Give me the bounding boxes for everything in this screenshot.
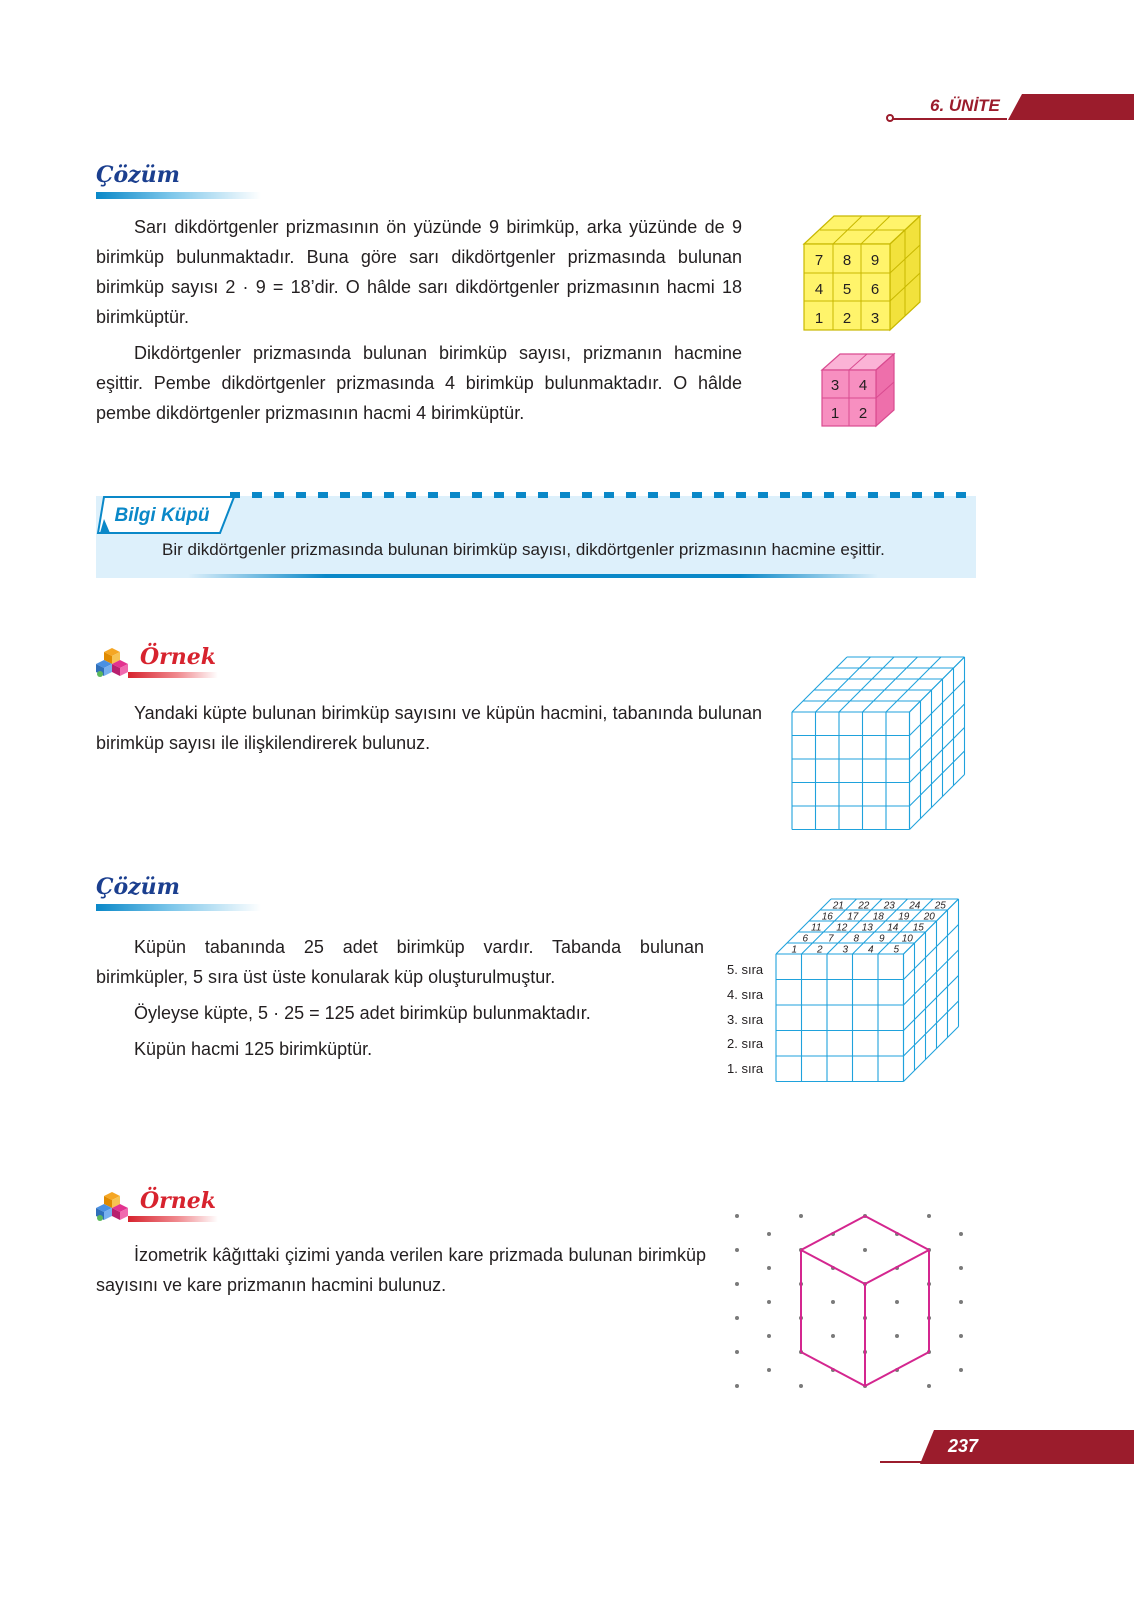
grid-dot: [735, 1384, 739, 1388]
prism-edge: [801, 1352, 865, 1386]
top-face-number: 7: [827, 933, 834, 945]
grid-dot: [767, 1300, 771, 1304]
info-badge-label: Bilgi Küpü: [114, 505, 210, 526]
pink-cell: 4: [858, 377, 868, 394]
top-face-number: 15: [912, 922, 924, 934]
pink-cell: 1: [830, 405, 840, 422]
solution1-paragraph1: Sarı dikdörtgenler prizmasının ön yüzünde 9 birimküp, arka yüzünde de 9 birimküp bulunmaktadır. Buna göre sarı dikdörtgenler prizmasında bulunan birimküp sayısı 2 · 9 = 18’dir. O hâlde sarı dikdörtgenler prizmasının hacmi 18 birimküptür.: [96, 217, 742, 327]
cube-top-line: [792, 657, 847, 712]
grid-dot: [959, 1368, 963, 1372]
solution2-paragraph3: Küpün hacmi 125 birimküptür.: [134, 1039, 373, 1059]
pink-cell: 3: [830, 377, 840, 394]
info-text: Bir dikdörtgenler prizmasında bulunan birimküp sayısı, dikdörtgenler prizmasının hacmine eşittir.: [162, 540, 885, 559]
grid-dot: [959, 1300, 963, 1304]
grid-dot: [831, 1300, 835, 1304]
top-face-number: 9: [878, 933, 885, 945]
top-face-number: 25: [934, 900, 946, 912]
yellow-cell: 5: [842, 281, 852, 298]
top-face-number: 10: [901, 933, 913, 945]
top-face-number: 16: [821, 911, 833, 923]
prism-edge: [801, 1250, 865, 1284]
unit-label: 6. ÜNİTE: [930, 96, 1000, 115]
grid-dot: [735, 1350, 739, 1354]
row-label-1: 1. sıra: [727, 1061, 764, 1076]
top-face-number: 18: [872, 911, 884, 923]
grid-dot: [767, 1368, 771, 1372]
numbered-cube: [772, 888, 972, 1086]
solution2-paragraph1: Küpün tabanında 25 adet birimküp vardır. Tabanda bulunan birimküpler, 5 sıra üst üste konularak küp oluşturulmuştur.: [96, 937, 704, 987]
row-label-3: 3. sıra: [727, 1012, 764, 1027]
yellow-cell: 3: [870, 310, 880, 327]
grid-dot: [735, 1282, 739, 1286]
row-label-2: 2. sıra: [727, 1036, 764, 1051]
example2-text: İzometrik kâğıttaki çizimi yanda verilen kare prizmada bulunan birimküp sayısını ve kare prizmanın hacmini bulunuz.: [96, 1245, 706, 1295]
grid-dot: [799, 1214, 803, 1218]
cube-top-line: [816, 657, 871, 712]
top-face-number: 24: [909, 900, 921, 912]
cube-side-line: [910, 704, 965, 759]
cube-side-line: [910, 751, 965, 806]
top-face-number: 2: [816, 944, 823, 956]
grid-dot: [767, 1334, 771, 1338]
grid-dot: [927, 1214, 931, 1218]
grid-dot: [831, 1334, 835, 1338]
top-face-number: 3: [842, 944, 849, 956]
top-face-number: 8: [853, 933, 860, 945]
pink-prism: [818, 352, 898, 430]
info-badge: [96, 495, 236, 535]
example1-text: Yandaki küpte bulunan birimküp sayısını ve küpün hacmini, tabanında bulunan birimküp sayısı ile ilişkilendirerek bulunuz.: [96, 703, 762, 753]
grid-dot: [767, 1232, 771, 1236]
yellow-cell: 8: [842, 252, 852, 269]
top-face-number: 6: [802, 933, 809, 945]
yellow-cell: 7: [814, 252, 824, 269]
yellow-cell: 6: [870, 281, 880, 298]
info-box-bottom-line: [188, 574, 878, 578]
cube-side-line: [904, 950, 959, 1005]
cubes-icon: [96, 646, 128, 678]
grid-dot: [767, 1266, 771, 1270]
isometric-drawing: [724, 1200, 974, 1400]
solution2-text: [96, 932, 704, 1064]
cube-top-line: [802, 899, 860, 954]
solution2-title: Çözüm: [96, 874, 180, 900]
grid-dot: [927, 1384, 931, 1388]
cube-side-line: [910, 657, 965, 712]
grid-dot: [735, 1248, 739, 1252]
unit-line: [892, 118, 1007, 120]
grid-dot: [959, 1232, 963, 1236]
solution2-paragraph2: Öyleyse küpte, 5 · 25 = 125 adet birimküp bulunmaktadır.: [134, 1003, 591, 1023]
top-face-number: 4: [867, 944, 874, 956]
top-face-number: 14: [887, 922, 899, 934]
example1-text-block: [96, 698, 762, 758]
top-face-number: 5: [893, 944, 900, 956]
unit-bar: [1008, 94, 1134, 120]
top-face-number: 12: [836, 922, 848, 934]
top-face-number: 20: [923, 911, 935, 923]
yellow-cell: 1: [814, 310, 824, 327]
grid-dot: [863, 1248, 867, 1252]
cube-side-line: [910, 728, 965, 783]
cube-side-line: [904, 976, 959, 1031]
yellow-prism: [800, 214, 924, 334]
cube-5x5x5: [786, 652, 970, 834]
top-face-number: 13: [861, 922, 873, 934]
grid-dot: [895, 1334, 899, 1338]
grid-dot: [735, 1316, 739, 1320]
solution1-paragraph2: Dikdörtgenler prizmasında bulunan birimküp sayısı, prizmanın hacmine eşittir. Pembe dikdörtgenler prizmasında 4 birimküp bulunmaktadır. O hâlde pembe dikdörtgenler prizmasının hacmi 4 birimküptür.: [96, 343, 742, 423]
top-face-number: 1: [791, 944, 798, 956]
example1-title: Örnek: [140, 644, 216, 670]
top-face-number: 22: [858, 900, 870, 912]
grid-dot: [959, 1334, 963, 1338]
cube-side-line: [904, 1001, 959, 1056]
grid-dot: [799, 1384, 803, 1388]
cube-side-line: [904, 1027, 959, 1082]
yellow-cell: 9: [870, 252, 880, 269]
solution1-underline: [96, 192, 261, 199]
page-number: 237: [948, 1436, 979, 1456]
cube-top-line: [839, 657, 894, 712]
cubes-icon: [96, 1190, 128, 1222]
cube-side-line: [910, 775, 965, 830]
row-label-4: 4. sıra: [727, 987, 764, 1002]
solution1-text: [96, 212, 742, 428]
top-face-number: 21: [832, 900, 844, 912]
info-box-dashes: [230, 492, 976, 498]
example2-underline: [128, 1216, 218, 1222]
grid-dot: [959, 1266, 963, 1270]
cube-side-line: [910, 681, 965, 736]
top-face-number: 23: [883, 900, 895, 912]
prism-edge: [801, 1216, 865, 1250]
grid-dot: [895, 1300, 899, 1304]
prism-edge: [865, 1250, 929, 1284]
cube-top-line: [886, 657, 941, 712]
prism-edge: [865, 1352, 929, 1386]
top-face-number: 17: [847, 911, 859, 923]
yellow-cell: 4: [814, 281, 824, 298]
prism-edge: [865, 1216, 929, 1250]
cube-top-line: [863, 657, 918, 712]
grid-dot: [735, 1214, 739, 1218]
example1-underline: [128, 672, 218, 678]
example2-text-block: [96, 1240, 706, 1300]
solution2-underline: [96, 904, 261, 911]
pink-cell: 2: [858, 405, 868, 422]
solution1-title: Çözüm: [96, 162, 180, 188]
example2-title: Örnek: [140, 1188, 216, 1214]
top-face-number: 19: [898, 911, 910, 923]
row-label-5: 5. sıra: [727, 962, 764, 977]
cube-top-line: [776, 899, 831, 954]
top-face-number: 11: [811, 922, 822, 934]
yellow-cell: 2: [842, 310, 852, 327]
unit-header: [880, 94, 1134, 124]
